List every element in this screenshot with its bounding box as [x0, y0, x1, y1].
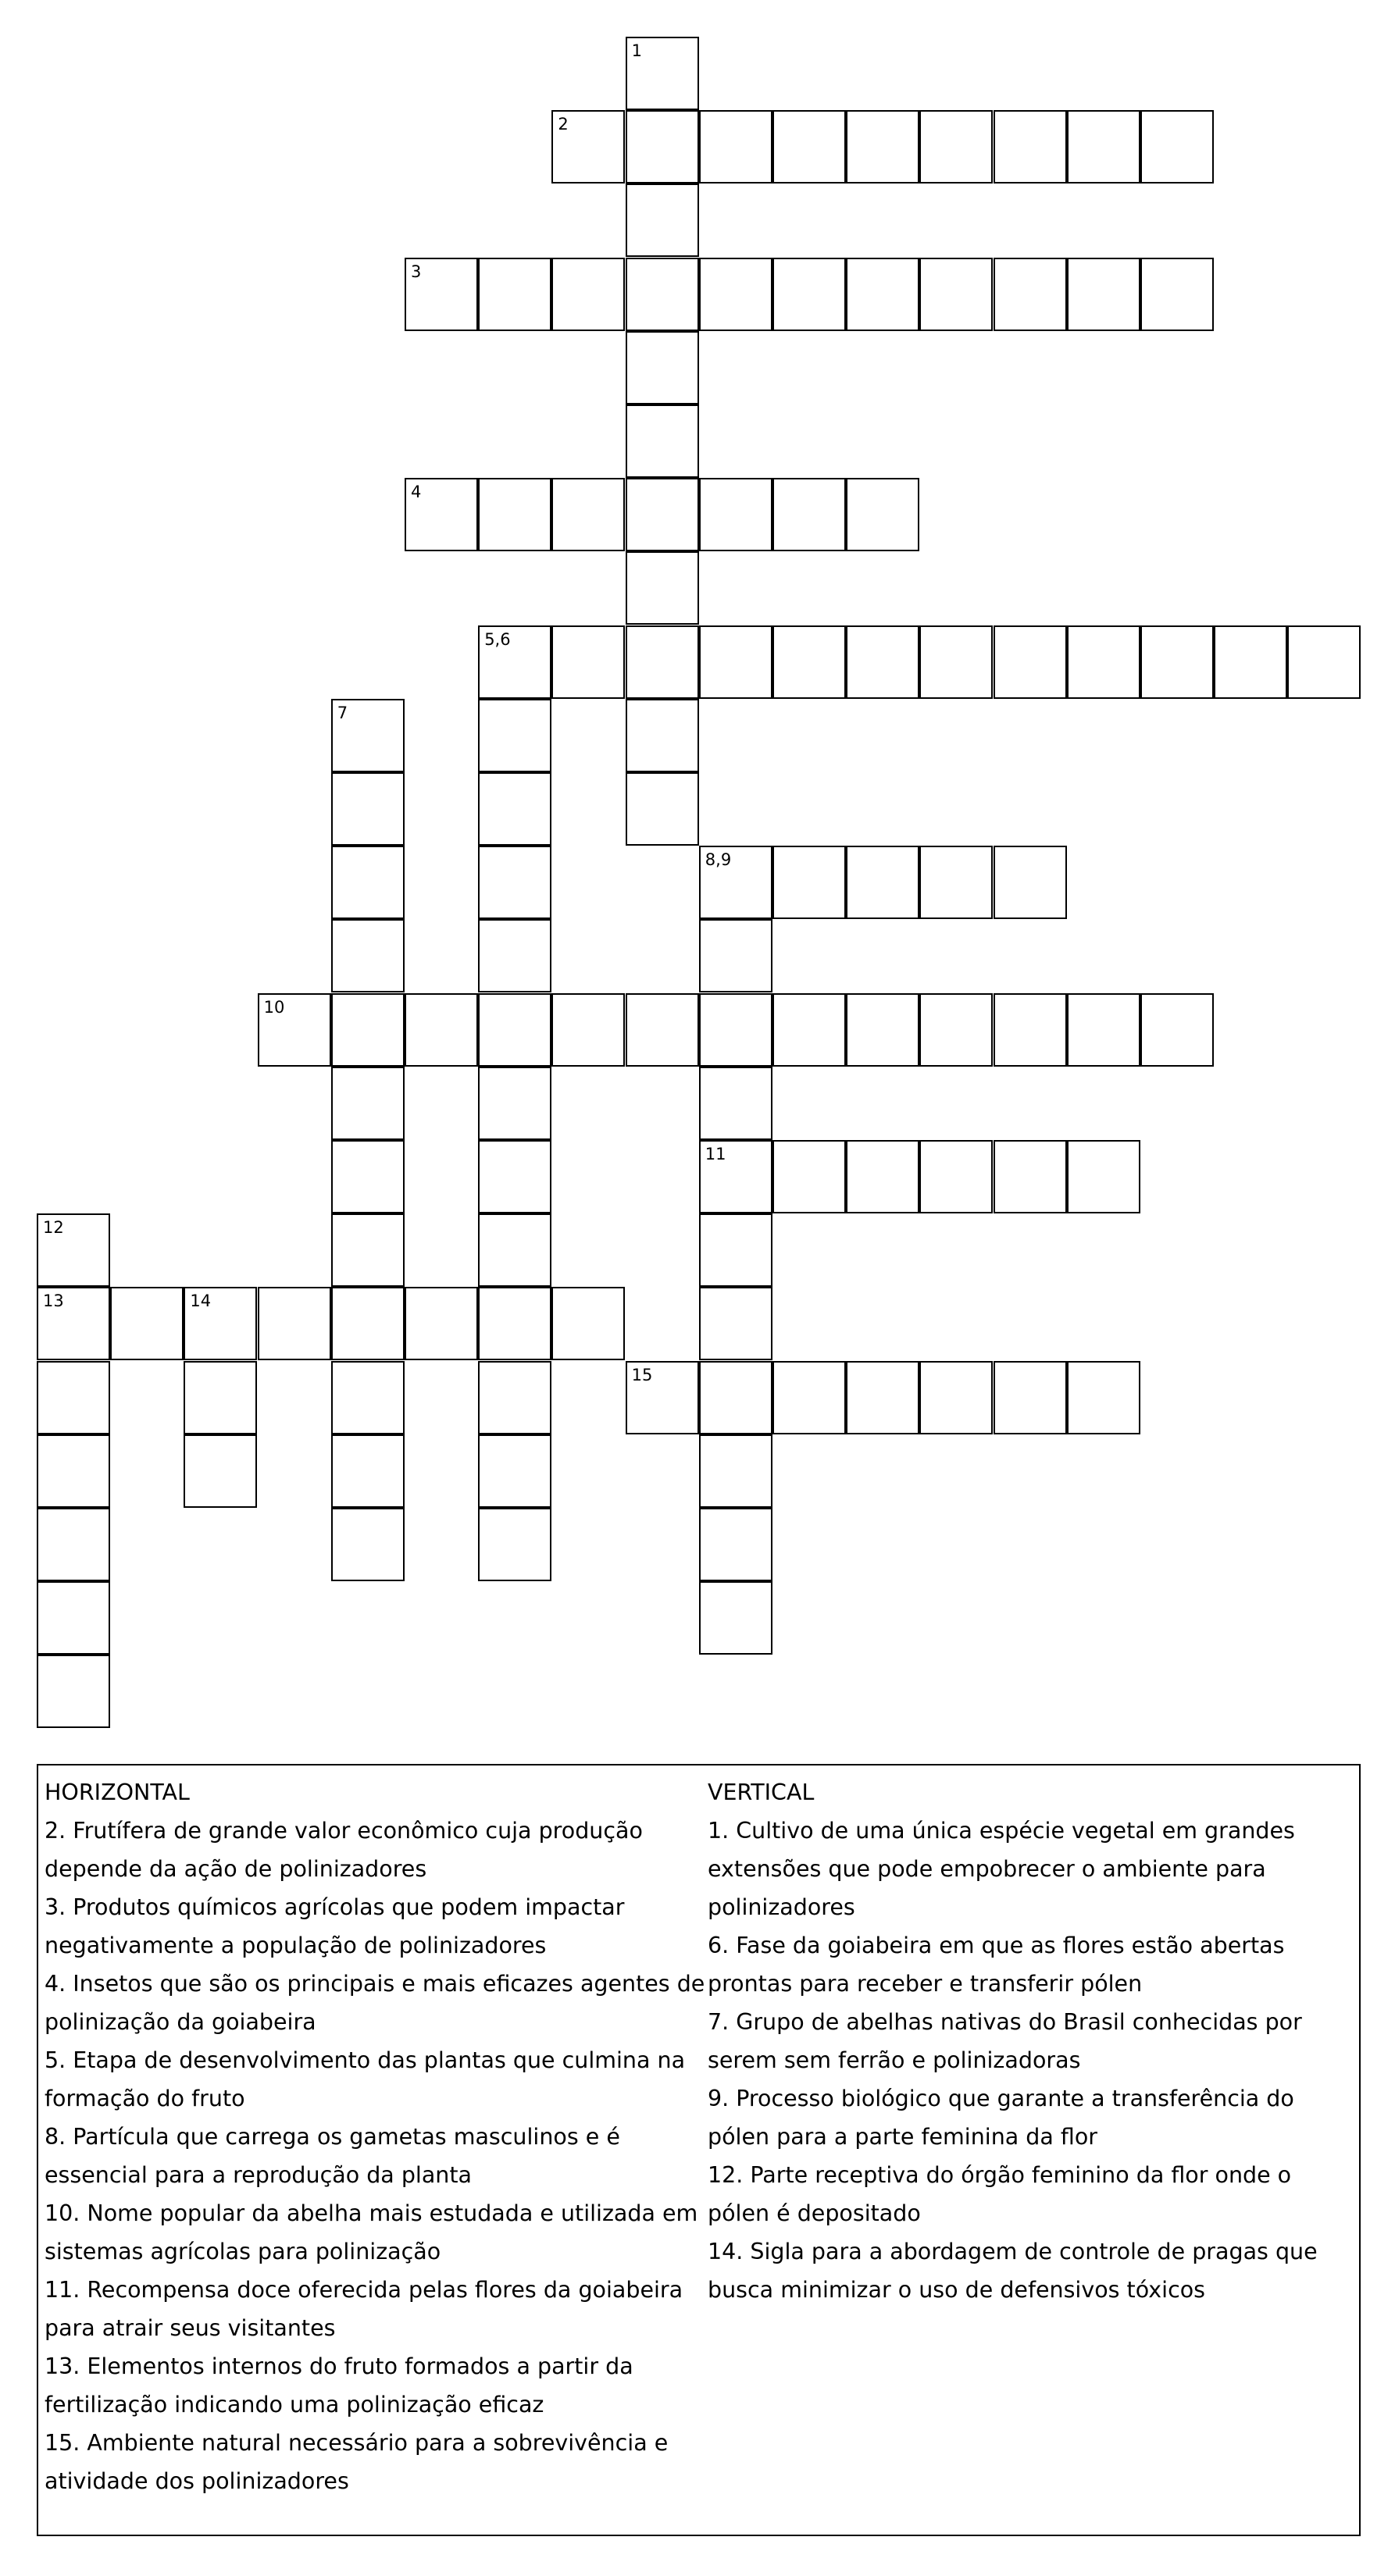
clue-h10: 10. Nome popular da abelha mais estudada e utilizada em sistemas agrícolas para polinização [45, 2200, 698, 2264]
grid-cell[interactable] [626, 183, 699, 257]
grid-cell[interactable] [772, 478, 846, 551]
clue-number: 13 [43, 1292, 64, 1311]
grid-cell[interactable] [846, 110, 919, 183]
grid-cell[interactable] [331, 699, 405, 772]
grid-cell[interactable] [478, 1067, 551, 1140]
vertical-heading: VERTICAL [708, 1780, 815, 1805]
grid-cell[interactable] [772, 1361, 846, 1434]
grid-cell[interactable] [37, 1361, 110, 1434]
grid-cell[interactable] [699, 478, 772, 551]
grid-cell[interactable] [405, 258, 478, 331]
clue-h15: 15. Ambiente natural necessário para a sobrevivência e atividade dos polinizadores [45, 2430, 669, 2494]
clue-number: 5,6 [484, 629, 511, 649]
grid-cell[interactable] [699, 1508, 772, 1581]
grid-cell[interactable] [331, 919, 405, 992]
grid-cell[interactable] [919, 110, 993, 183]
grid-cell[interactable] [331, 772, 405, 846]
clue-h4: 4. Insetos que são os principais e mais eficazes agentes de polinização da goiabeira [45, 1971, 705, 2035]
grid-cell[interactable] [258, 993, 331, 1067]
grid-cell[interactable] [1140, 993, 1214, 1067]
grid-cell[interactable] [772, 625, 846, 699]
clue-number: 2 [558, 115, 569, 134]
grid-cell[interactable] [37, 1508, 110, 1581]
grid-cell[interactable] [626, 37, 699, 110]
grid-cell[interactable] [37, 1581, 110, 1655]
clue-v14: 14. Sigla para a abordagem de controle de pragas que busca minimizar o uso de defensivos tóxicos [708, 2239, 1318, 2303]
grid-cell[interactable] [478, 699, 551, 772]
grid-cell[interactable] [1140, 110, 1214, 183]
horizontal-heading: HORIZONTAL [45, 1780, 190, 1805]
grid-cell[interactable] [551, 993, 625, 1067]
grid-cell[interactable] [331, 846, 405, 919]
grid-cell[interactable] [994, 110, 1067, 183]
grid-cell[interactable] [478, 625, 551, 699]
grid-cell[interactable] [772, 1140, 846, 1213]
clue-h2: 2. Frutífera de grande valor econômico cuja produção depende da ação de polinizadores [45, 1818, 643, 1882]
grid-cell[interactable] [919, 993, 993, 1067]
grid-cell[interactable] [478, 1508, 551, 1581]
grid-cell[interactable] [699, 258, 772, 331]
grid-cell[interactable] [626, 478, 699, 551]
grid-cell[interactable] [331, 1140, 405, 1213]
clue-number: 4 [411, 483, 422, 502]
grid-cell[interactable] [551, 110, 625, 183]
grid-cell[interactable] [626, 110, 699, 183]
grid-cell[interactable] [405, 993, 478, 1067]
grid-cell[interactable] [1067, 625, 1140, 699]
grid-cell[interactable] [994, 1140, 1067, 1213]
grid-cell[interactable] [184, 1434, 257, 1508]
grid-cell[interactable] [626, 699, 699, 772]
grid-cell[interactable] [699, 1213, 772, 1287]
grid-cell[interactable] [699, 1434, 772, 1508]
grid-cell[interactable] [331, 1508, 405, 1581]
grid-cell[interactable] [699, 110, 772, 183]
clue-number: 15 [631, 1365, 653, 1384]
clue-v6: 6. Fase da goiabeira em que as flores estão abertas prontas para receber e transferir pólen [708, 1933, 1285, 1997]
clue-h5: 5. Etapa de desenvolvimento das plantas que culmina na formação do fruto [45, 2047, 686, 2111]
grid-cell[interactable] [1214, 625, 1287, 699]
grid-cell[interactable] [405, 478, 478, 551]
grid-cell[interactable] [994, 846, 1067, 919]
grid-cell[interactable] [478, 1361, 551, 1434]
clues-box [37, 1764, 1361, 2536]
clue-number: 8,9 [705, 850, 732, 870]
grid-cell[interactable] [919, 1361, 993, 1434]
grid-cell[interactable] [846, 625, 919, 699]
grid-cell[interactable] [1067, 1361, 1140, 1434]
grid-cell[interactable] [846, 1361, 919, 1434]
grid-cell[interactable] [478, 1140, 551, 1213]
grid-cell[interactable] [772, 258, 846, 331]
vertical-clues [708, 1773, 1356, 2309]
grid-cell[interactable] [331, 1361, 405, 1434]
clue-number: 7 [337, 703, 348, 722]
grid-cell[interactable] [258, 1287, 331, 1360]
clue-v9: 9. Processo biológico que garante a transferência do pólen para a parte feminina da flor [708, 2086, 1294, 2150]
grid-cell[interactable] [478, 478, 551, 551]
grid-cell[interactable] [626, 258, 699, 331]
grid-cell[interactable] [37, 1213, 110, 1287]
clue-number: 3 [411, 262, 422, 281]
clue-h11: 11. Recompensa doce oferecida pelas flores da goiabeira para atrair seus visitantes [45, 2277, 683, 2341]
grid-cell[interactable] [626, 1361, 699, 1434]
grid-cell[interactable] [1140, 258, 1214, 331]
clue-h8: 8. Partícula que carrega os gametas masculinos e é essencial para a reprodução da planta [45, 2124, 620, 2188]
grid-cell[interactable] [846, 1140, 919, 1213]
grid-cell[interactable] [626, 331, 699, 404]
grid-cell[interactable] [478, 919, 551, 992]
grid-cell[interactable] [626, 551, 699, 625]
grid-cell[interactable] [772, 993, 846, 1067]
grid-cell[interactable] [699, 1067, 772, 1140]
grid-cell[interactable] [846, 993, 919, 1067]
grid-cell[interactable] [478, 258, 551, 331]
grid-cell[interactable] [919, 846, 993, 919]
grid-cell[interactable] [37, 1287, 110, 1360]
grid-cell[interactable] [478, 1287, 551, 1360]
grid-cell[interactable] [551, 258, 625, 331]
grid-cell[interactable] [478, 993, 551, 1067]
grid-cell[interactable] [405, 1287, 478, 1360]
grid-cell[interactable] [626, 625, 699, 699]
clue-h3: 3. Produtos químicos agrícolas que podem impactar negativamente a população de polinizadores [45, 1894, 625, 1958]
grid-cell[interactable] [699, 625, 772, 699]
grid-cell[interactable] [699, 1140, 772, 1213]
grid-cell[interactable] [1287, 625, 1361, 699]
grid-cell[interactable] [331, 993, 405, 1067]
grid-cell[interactable] [478, 846, 551, 919]
grid-cell[interactable] [846, 258, 919, 331]
grid-cell[interactable] [331, 1067, 405, 1140]
clue-v1: 1. Cultivo de uma única espécie vegetal em grandes extensões que pode empobrecer o ambiente para polinizadores [708, 1818, 1295, 1920]
grid-cell[interactable] [626, 772, 699, 846]
grid-cell[interactable] [551, 625, 625, 699]
grid-cell[interactable] [919, 258, 993, 331]
grid-cell[interactable] [1067, 110, 1140, 183]
clue-number: 12 [43, 1218, 64, 1238]
grid-cell[interactable] [846, 846, 919, 919]
grid-cell[interactable] [846, 478, 919, 551]
grid-cell[interactable] [994, 1361, 1067, 1434]
grid-cell[interactable] [1067, 1140, 1140, 1213]
grid-cell[interactable] [699, 919, 772, 992]
grid-cell[interactable] [699, 1287, 772, 1360]
grid-cell[interactable] [478, 1213, 551, 1287]
clue-number: 1 [631, 41, 642, 60]
grid-cell[interactable] [994, 258, 1067, 331]
clue-v12: 12. Parte receptiva do órgão feminino da flor onde o pólen é depositado [708, 2162, 1292, 2226]
grid-cell[interactable] [919, 1140, 993, 1213]
clue-number: 14 [190, 1292, 212, 1311]
grid-cell[interactable] [37, 1434, 110, 1508]
grid-cell[interactable] [994, 625, 1067, 699]
clue-number: 10 [263, 997, 285, 1017]
grid-cell[interactable] [331, 1213, 405, 1287]
grid-cell[interactable] [699, 1581, 772, 1655]
grid-cell[interactable] [699, 1361, 772, 1434]
grid-cell[interactable] [1067, 258, 1140, 331]
grid-cell[interactable] [478, 772, 551, 846]
grid-cell[interactable] [699, 993, 772, 1067]
grid-cell[interactable] [919, 625, 993, 699]
grid-cell[interactable] [110, 1287, 184, 1360]
grid-cell[interactable] [1140, 625, 1214, 699]
grid-cell[interactable] [626, 404, 699, 478]
grid-cell[interactable] [551, 1287, 625, 1360]
grid-cell[interactable] [331, 1434, 405, 1508]
horizontal-clues [45, 1773, 712, 2500]
grid-cell[interactable] [772, 846, 846, 919]
clue-number: 11 [705, 1145, 726, 1163]
grid-cell[interactable] [772, 110, 846, 183]
grid-cell[interactable] [551, 478, 625, 551]
grid-cell[interactable] [478, 1434, 551, 1508]
grid-cell[interactable] [626, 993, 699, 1067]
grid-cell[interactable] [184, 1361, 257, 1434]
grid-cell[interactable] [1067, 993, 1140, 1067]
grid-cell[interactable] [331, 1287, 405, 1360]
grid-cell[interactable] [184, 1287, 257, 1360]
grid-cell[interactable] [994, 993, 1067, 1067]
grid-cell[interactable] [37, 1655, 110, 1728]
grid-cell[interactable] [699, 846, 772, 919]
clue-v7: 7. Grupo de abelhas nativas do Brasil conhecidas por serem sem ferrão e polinizadoras [708, 2009, 1302, 2073]
clue-h13: 13. Elementos internos do fruto formados a partir da fertilização indicando uma polinização eficaz [45, 2353, 633, 2417]
